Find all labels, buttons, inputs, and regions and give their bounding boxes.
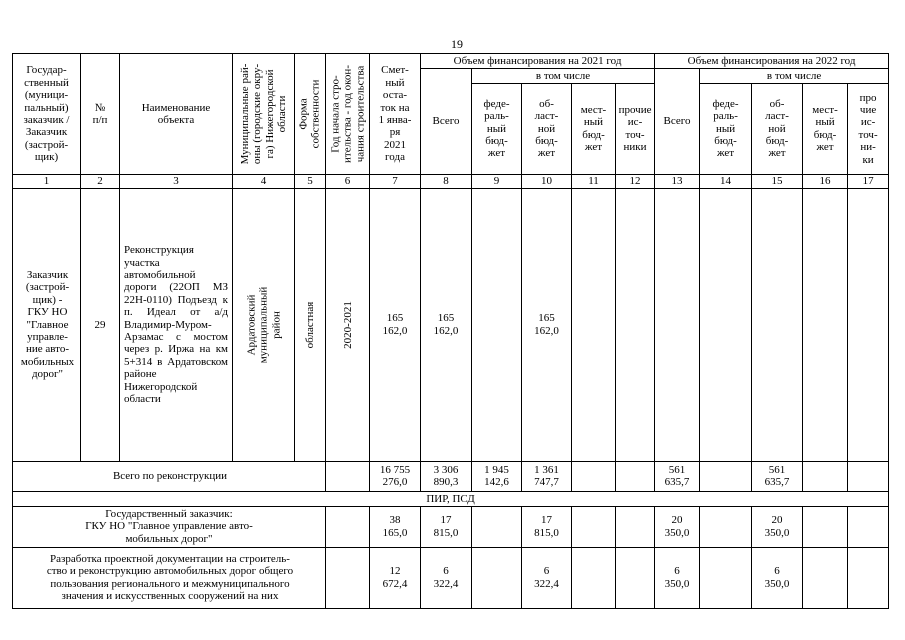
header-object-name: Наименование объекта — [120, 54, 233, 175]
header-other-2021: прочие ис- точ- ники — [616, 83, 655, 174]
header-customer: Государ- ственный (муници- пальный) заказчик / Заказчик (застрой- щик) — [13, 54, 81, 175]
object-total-2021: 165 162,0 — [421, 189, 472, 461]
header-regional-2021: об- ласт- ной бюд- жет — [522, 83, 572, 174]
design-docs-regional-2021: 6 322,4 — [522, 547, 572, 608]
total-regional-2022: 561 635,7 — [752, 461, 803, 492]
header-including-2022: в том числе — [700, 69, 889, 83]
header-financing-2021: Объем финансирования на 2021 год — [421, 54, 655, 69]
column-number: 9 — [472, 174, 522, 188]
object-regional-2021: 165 162,0 — [522, 189, 572, 461]
design-docs-label: Разработка проектной документации на строитель- ство и реконструкцию автомобильных дорог общего пользования регионального и межмуниципального значения и искусственных сооружений на них — [13, 547, 326, 608]
state-customer-estimate: 38 165,0 — [370, 506, 421, 547]
header-financing-2022: Объем финансирования на 2022 год — [655, 54, 889, 69]
header-federal-2021: феде- раль- ный бюд- жет — [472, 83, 522, 174]
state-customer-total-2022: 20 350,0 — [655, 506, 700, 547]
object-municipality: Ардатовский муниципальный район — [233, 189, 295, 461]
investment-program-table — [12, 53, 889, 609]
column-number: 4 — [233, 174, 295, 188]
design-docs-total-2022: 6 350,0 — [655, 547, 700, 608]
header-estimate-balance: Смет- ный оста- ток на 1 янва- ря 2021 года — [370, 54, 421, 175]
column-number: 17 — [848, 174, 889, 188]
design-docs-estimate: 12 672,4 — [370, 547, 421, 608]
column-number: 14 — [700, 174, 752, 188]
header-federal-2022: феде- раль- ный бюд- жет — [700, 83, 752, 174]
total-federal-2021: 1 945 142,6 — [472, 461, 522, 492]
header-construction-years: Год начала стро- ительства - год окон- чания строительства — [326, 54, 370, 175]
header-ownership: Форма собственности — [295, 54, 326, 175]
object-name: Реконструкция участка автомобильной дороги (22ОП МЗ 22Н-0110) Подъезд к п. Идеал от а/д Владимир-Муром-Арзамас с мостом через р. Иржа на км 5+314 в Ардатовском районе Нижегородской области — [120, 189, 233, 461]
object-ownership: областная — [295, 189, 326, 461]
header-number: № п/п — [81, 54, 120, 175]
state-customer-regional-2021: 17 815,0 — [522, 506, 572, 547]
header-regional-2022: об- ласт- ной бюд- жет — [752, 83, 803, 174]
column-number: 1 — [13, 174, 81, 188]
state-customer-row — [13, 506, 889, 547]
column-number: 12 — [616, 174, 655, 188]
state-customer-regional-2022: 20 350,0 — [752, 506, 803, 547]
design-docs-row — [13, 547, 889, 608]
design-docs-regional-2022: 6 350,0 — [752, 547, 803, 608]
page-number: 19 — [451, 37, 463, 51]
total-reconstruction-label: Всего по реконструкции — [13, 461, 326, 492]
total-estimate: 16 755 276,0 — [370, 461, 421, 492]
column-number: 5 — [295, 174, 326, 188]
total-reconstruction-row — [13, 461, 889, 492]
object-customer: Заказчик (застрой- щик) - ГКУ НО "Главное управле- ние авто- мобильных дорог" — [13, 189, 81, 461]
state-customer-label: Государственный заказчик: ГКУ НО "Главное управление авто- мобильных дорог" — [13, 506, 326, 547]
object-number: 29 — [81, 189, 120, 461]
section-pir-psd: ПИР, ПСД — [13, 492, 889, 506]
object-years: 2020-2021 — [326, 189, 370, 461]
object-row — [13, 189, 889, 461]
state-customer-total-2021: 17 815,0 — [421, 506, 472, 547]
column-number: 16 — [803, 174, 848, 188]
column-number: 6 — [326, 174, 370, 188]
design-docs-total-2021: 6 322,4 — [421, 547, 472, 608]
header-total-2022: Всего — [655, 69, 700, 174]
column-number: 7 — [370, 174, 421, 188]
object-estimate: 165 162,0 — [370, 189, 421, 461]
column-number: 15 — [752, 174, 803, 188]
column-number: 13 — [655, 174, 700, 188]
column-number: 8 — [421, 174, 472, 188]
header-total-2021: Всего — [421, 69, 472, 174]
header-local-2021: мест- ный бюд- жет — [572, 83, 616, 174]
column-number: 2 — [81, 174, 120, 188]
column-numbers-row — [13, 174, 889, 188]
header-municipality: Муниципальные рай- оны (городские окру- га) Нижегородской области — [233, 54, 295, 175]
total-regional-2021: 1 361 747,7 — [522, 461, 572, 492]
total-2022: 561 635,7 — [655, 461, 700, 492]
header-other-2022: про чие ис- точ- ни- ки — [848, 83, 889, 174]
total-2021: 3 306 890,3 — [421, 461, 472, 492]
column-number: 11 — [572, 174, 616, 188]
header-including-2021: в том числе — [472, 69, 655, 83]
column-number: 10 — [522, 174, 572, 188]
header-local-2022: мест- ный бюд- жет — [803, 83, 848, 174]
column-number: 3 — [120, 174, 233, 188]
